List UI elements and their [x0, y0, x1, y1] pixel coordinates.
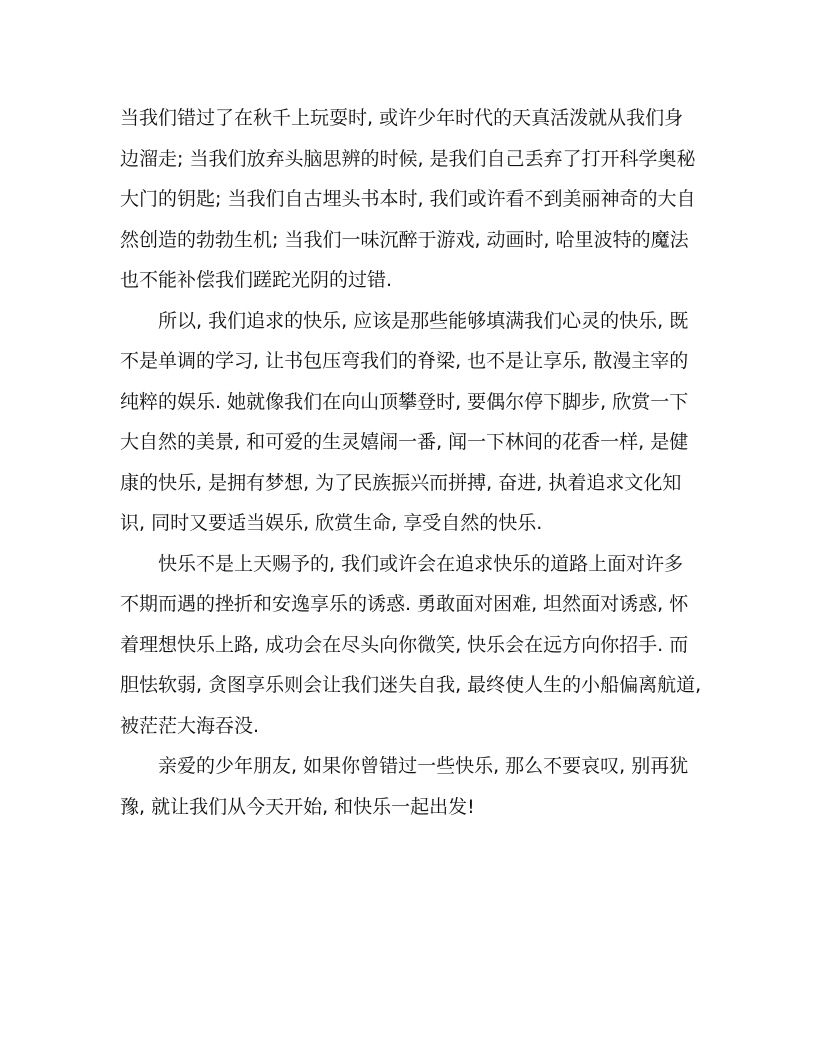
paragraph-3: 快乐不是上天赐予的, 我们或许会在追求快乐的道路上面对许多不期而遇的挫折和安逸享乐的诱惑. 勇敢面对困难, 坦然面对诱惑, 怀着理想快乐上路, 成功会在尽头向你微笑, 快乐会在远方向你招手. 而胆怯软弱, 贪图享乐则会让我们迷失自我, 最终使人生的小船偏离航道, 被茫茫大海吞没. — [120, 552, 702, 737]
paragraph-2: 所以, 我们追求的快乐, 应该是那些能够填满我们心灵的快乐, 既不是单调的学习, 让书包压弯我们的脊梁, 也不是让享乐, 散漫主宰的纯粹的娱乐. 她就像我们在向山顶攀登时, 要偶尔停下脚步, 欣赏一下大自然的美景, 和可爱的生灵嬉闹一番, 闻一下林间的花香一样, 是健康的快乐, 是拥有梦想, 为了民族振兴而拼搏, 奋进, 执着追求文化知识, 同时又要适当娱乐, 欣赏生命, 享受自然的快乐. — [120, 309, 689, 534]
paragraph-4: 亲爱的少年朋友, 如果你曾错过一些快乐, 那么不要哀叹, 别再犹豫, 就让我们从今天开始, 和快乐一起出发! — [120, 755, 689, 818]
paragraph-1: 当我们错过了在秋千上玩耍时, 或许少年时代的天真活泼就从我们身边溜走; 当我们放弃头脑思辨的时候, 是我们自己丢弃了打开科学奥秘大门的钥匙; 当我们自古埋头书本时, 我们或许看不到美丽神奇的大自然创造的勃勃生机; 当我们一味沉醉于游戏, 动画时, 哈里波特的魔法也不能补偿我们蹉跎光阴的过错. — [120, 107, 696, 291]
document-body — [120, 98, 702, 827]
